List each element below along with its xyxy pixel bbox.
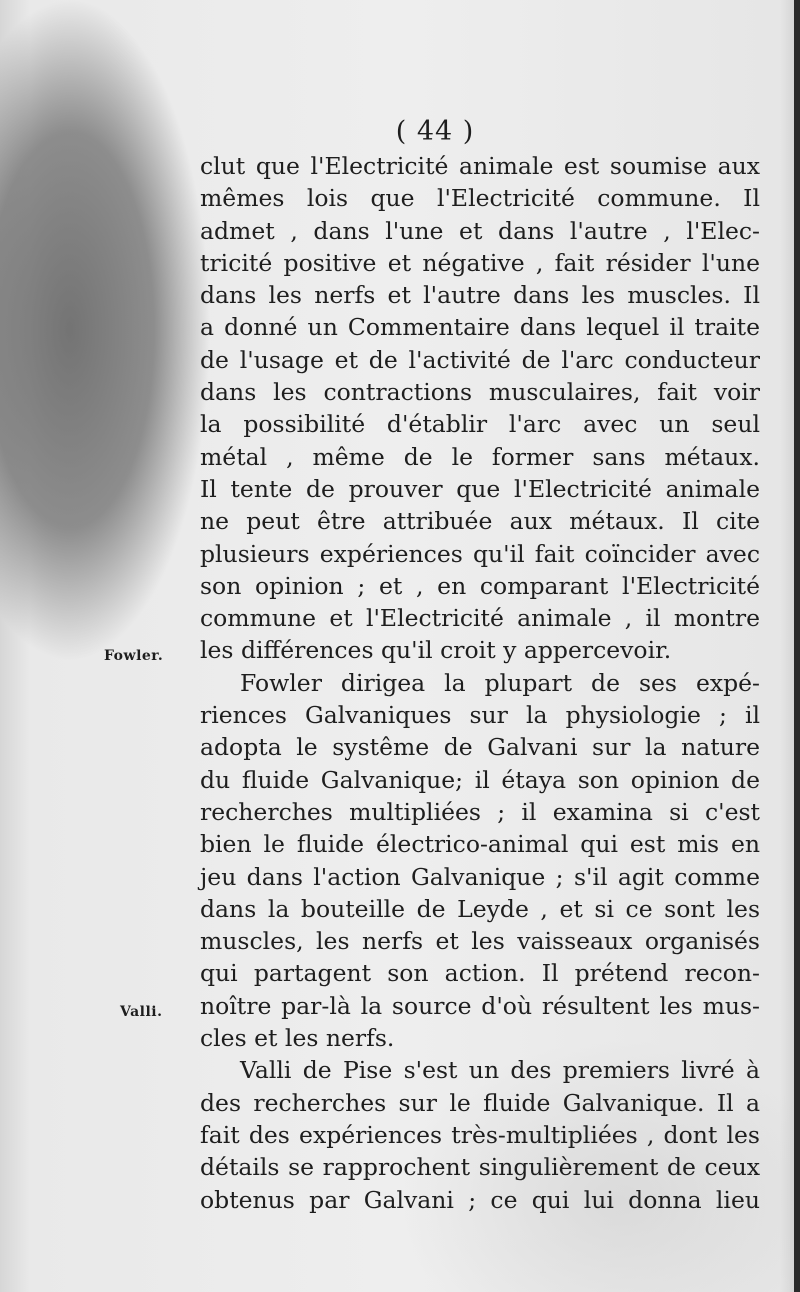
text-line: dans les contractions musculaires, fait voir — [200, 378, 760, 407]
text-line: adopta le systême de Galvani sur la nature — [200, 733, 760, 762]
text-line: du fluide Galvanique; il étaya son opinion de — [200, 765, 760, 794]
text-line: mêmes lois que l'Electricité commune. Il — [200, 184, 760, 213]
margin-note-fowler: Fowler. — [104, 648, 164, 664]
text-line: dans les nerfs et l'autre dans les muscles. Il — [200, 281, 760, 310]
text-line: admet , dans l'une et dans l'autre , l'Elec- — [200, 216, 760, 245]
text-line: riences Galvaniques sur la physiologie ; il — [200, 701, 760, 730]
text-line: obtenus par Galvani ; ce qui lui donna lieu — [200, 1185, 760, 1214]
page-edge-shadow — [794, 0, 800, 1292]
text-line: des recherches sur le fluide Galvanique. Il a — [200, 1088, 760, 1117]
text-line: dans la bouteille de Leyde , et si ce sont les — [200, 894, 760, 923]
text-line: qui partagent son action. Il prétend recon- — [200, 959, 760, 988]
text-line: plusieurs expériences qu'il fait coïncider avec — [200, 539, 760, 568]
text-line: cles et les nerfs. — [200, 1024, 395, 1053]
text-line: Fowler dirigea la plupart de ses expé- — [240, 668, 760, 697]
margin-note-valli: Valli. — [120, 1004, 163, 1020]
body-text — [200, 150, 760, 1216]
text-line: ne peut être attribuée aux métaux. Il cite — [200, 507, 760, 536]
text-line: Il tente de prouver que l'Electricité animale — [200, 474, 760, 503]
text-line: de l'usage et de l'activité de l'arc conducteur — [200, 345, 760, 374]
text-line: jeu dans l'action Galvanique ; s'il agit comme — [200, 862, 760, 891]
text-line: a donné un Commentaire dans lequel il traite — [200, 313, 760, 342]
text-line: la possibilité d'établir l'arc avec un seul — [200, 410, 760, 439]
text-line: commune et l'Electricité animale , il montre — [200, 604, 760, 633]
text-line: les différences qu'il croit y appercevoir. — [200, 636, 672, 665]
text-line: fait des expériences très-multipliées , dont les — [200, 1120, 760, 1149]
text-line: détails se rapprochent singulièrement de ceux — [200, 1153, 760, 1182]
text-line: clut que l'Electricité animale est soumise aux — [200, 152, 760, 180]
page-number: ( 44 ) — [395, 116, 475, 147]
text-line: muscles, les nerfs et les vaisseaux organisés — [200, 927, 760, 956]
text-line: son opinion ; et , en comparant l'Electricité — [200, 571, 760, 600]
text-line: Valli de Pise s'est un des premiers livré à — [240, 1056, 760, 1085]
text-line: bien le fluide électrico-animal qui est mis en — [200, 830, 760, 859]
text-line: recherches multipliées ; il examina si c'est — [200, 797, 760, 826]
text-line: tricité positive et négative , fait résider l'une — [200, 248, 760, 277]
text-line: métal , même de le former sans métaux. — [200, 442, 760, 471]
text-line: noître par-là la source d'où résultent les mus- — [200, 991, 760, 1020]
